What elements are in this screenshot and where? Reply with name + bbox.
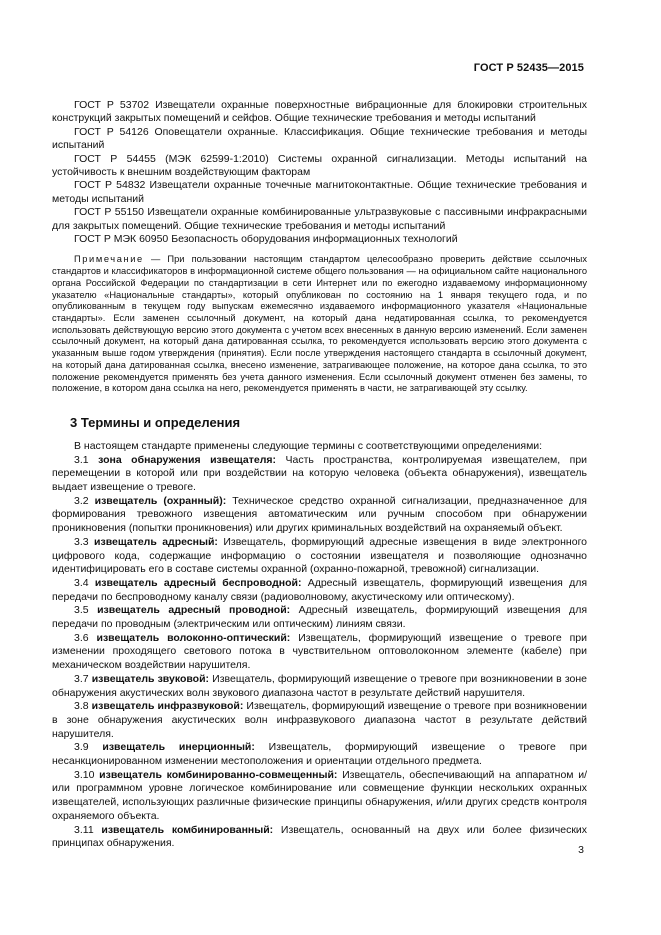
term-number: 3.10 [74, 768, 95, 781]
term-name: извещатель адресный: [94, 535, 218, 548]
term-entry [52, 577, 587, 604]
term-entry [52, 769, 587, 824]
term-name: извещатель инерционный: [102, 741, 255, 754]
term-definition: Адресный извещатель, формирующий извещения для передачи по проводным (электрическим или оптическим) линиям связи. [52, 604, 587, 631]
reference-item: ГОСТ Р МЭК 60950 Безопасность оборудования информационных технологий [74, 233, 458, 246]
term-definition: Часть пространства, контролируемая извещателем, при перемещении в которой или при воздействии на которую человека (объекта обнаружения), извещатель выдает извещение о тревоге. [52, 453, 588, 494]
term-entry [52, 824, 587, 851]
reference-item: ГОСТ Р 54832 Извещатели охранные точечные магнитоконтактные. Общие технические требования и методы испытаний [52, 179, 587, 205]
term-definition: Извещатель, формирующий извещение о тревоге при изменении проходящего светового потока в чувствительном оптоволоконном элементе (кабеле) при механическом воздействии нарушителя. [52, 631, 588, 672]
term-entry [52, 454, 587, 495]
section-title: 3 Термины и определения [70, 414, 241, 430]
term-name: извещатель волоконно-оптический: [96, 631, 291, 644]
term-number: 3.1 [74, 453, 89, 466]
page-content [52, 99, 587, 851]
term-name: зона обнаружения извещателя: [98, 453, 277, 466]
term-number: 3.9 [74, 741, 89, 754]
term-number: 3.3 [74, 535, 89, 548]
document-code: ГОСТ Р 52435—2015 [473, 62, 584, 74]
note-text: При пользовании настоящим стандартом целесообразно проверить действие ссылочных стандартов и классификаторов в информационной системе общего пользования — на официальном сайте национального органа Российской Федерации по стандартизации в сети Интернет или по ежегодно издаваемому информационному указателю «Национальные стандарты», который опубликован по состоянию на 1 января текущего года, и по опубликованным в текущем году выпускам ежемесячно издаваемого информационного указателя «Национальные стандарты». Если заменен ссылочный документ, на который дана недатированная ссылка, то рекомендуется использовать действующую версию этого документа с учетом всех внесенных в данную версию изменений. Если заменен ссылочный документ, на который дана датированная ссылка, то рекомендуется использовать версию этого документа с указанным выше годом утверждения (принятия). Если после утверждения настоящего стандарта в ссылочный документ, на который дана датированная ссылка, внесено изменение, затрагивающее положение, на которое дана ссылка, то это положение рекомендуется применять без учета данного изменения. Если ссылочный документ отменен без замены, то положение, в котором дана ссылка на него, рекомендуется применять в части, не затрагивающей эту ссылку. [52, 254, 587, 394]
term-entry [52, 700, 587, 741]
term-definition: Извещатель, формирующий извещение о тревоге при несанкционированном изменении местоположения и ориентации отдельного предмета. [52, 741, 587, 768]
reference-item: ГОСТ Р 54126 Оповещатели охранные. Классификация. Общие технические требования и методы испытаний [52, 125, 587, 152]
term-number: 3.7 [74, 672, 89, 685]
term-name: извещатель комбинированно-совмещенный: [99, 768, 338, 781]
term-definition: Извещатель, формирующий извещение о тревоге при возникновении в зоне обнаружения акустических волн звукового диапазона частот в результате действий нарушителя. [52, 672, 587, 699]
normative-references [52, 99, 587, 246]
term-name: извещатель адресный беспроводной: [94, 576, 302, 589]
page-number: 3 [578, 844, 584, 856]
term-number: 3.11 [74, 823, 94, 836]
term-entry [52, 604, 587, 631]
term-definition: Извещатель, формирующий адресные извещения в виде электронного цифрового кода, содержащие информацию о состоянии извещателя и позволяющие однозначно идентифицировать его в составе системы охранной (охранно-пожарной, тревожной) сигнализации. [52, 535, 588, 576]
term-name: извещатель звуковой: [91, 672, 210, 685]
term-number: 3.4 [74, 576, 89, 589]
note-paragraph [52, 254, 587, 394]
term-entry [52, 632, 587, 673]
note-label: Примечание [74, 254, 144, 265]
reference-item: ГОСТ Р 53702 Извещатели охранные поверхностные вибрационные для блокировки строительных конструкций закрытых помещений и сейфов. Общие технические требования и методы испытаний [52, 99, 587, 125]
term-entry [52, 673, 587, 700]
note-dash: — [143, 254, 168, 265]
term-entry [52, 741, 587, 768]
term-name: извещатель адресный проводной: [97, 604, 291, 617]
term-definition: Адресный извещатель, формирующий извещения для передачи по беспроводному каналу связи (радиоволновому, акустическому или оптическому). [52, 576, 588, 603]
term-name: извещатель (охранный): [94, 494, 227, 507]
term-entry [52, 536, 587, 577]
term-definition: Извещатель, обеспечивающий на аппаратном и/или программном уровне логическое комбинирование или совмещение функции нескольких охранных извещателей, использующих различные физические принципы обнаружения, и/или других средств контроля охраняемого объекта. [52, 768, 587, 822]
section-intro: В настоящем стандарте применены следующие термины с соответствующими определениями: [74, 439, 543, 452]
reference-item: ГОСТ Р 55150 Извещатели охранные комбинированные ультразвуковые с пассивными инфракрасными для закрытых помещений. Общие технические требования и методы испытаний [52, 206, 587, 232]
reference-item: ГОСТ Р 54455 (МЭК 62599-1:2010) Системы охранной сигнализации. Методы испытаний на устойчивость к внешним воздействующим факторам [52, 152, 587, 179]
term-number: 3.8 [74, 700, 89, 713]
term-number: 3.6 [74, 631, 89, 644]
term-name: извещатель комбинированный: [101, 823, 274, 836]
term-number: 3.5 [74, 604, 89, 617]
terms-list [52, 454, 587, 851]
term-definition: Извещатель, формирующий извещение о тревоге при возникновении в зоне обнаружения акустических волн инфразвукового диапазона частот в результате действий нарушителя. [52, 700, 587, 740]
term-name: извещатель инфразвуковой: [91, 700, 244, 713]
term-definition: Техническое средство охранной сигнализации, предназначенное для формирования тревожного извещения автоматическим или ручным способом при обнаружении проникновения (попытки проникновения) или других криминальных воздействий на охраняемый объект. [52, 494, 587, 535]
term-number: 3.2 [74, 494, 89, 507]
term-entry [52, 495, 587, 536]
term-definition: Извещатель, основанный на двух или более физических принципах обнаружения. [52, 823, 588, 850]
